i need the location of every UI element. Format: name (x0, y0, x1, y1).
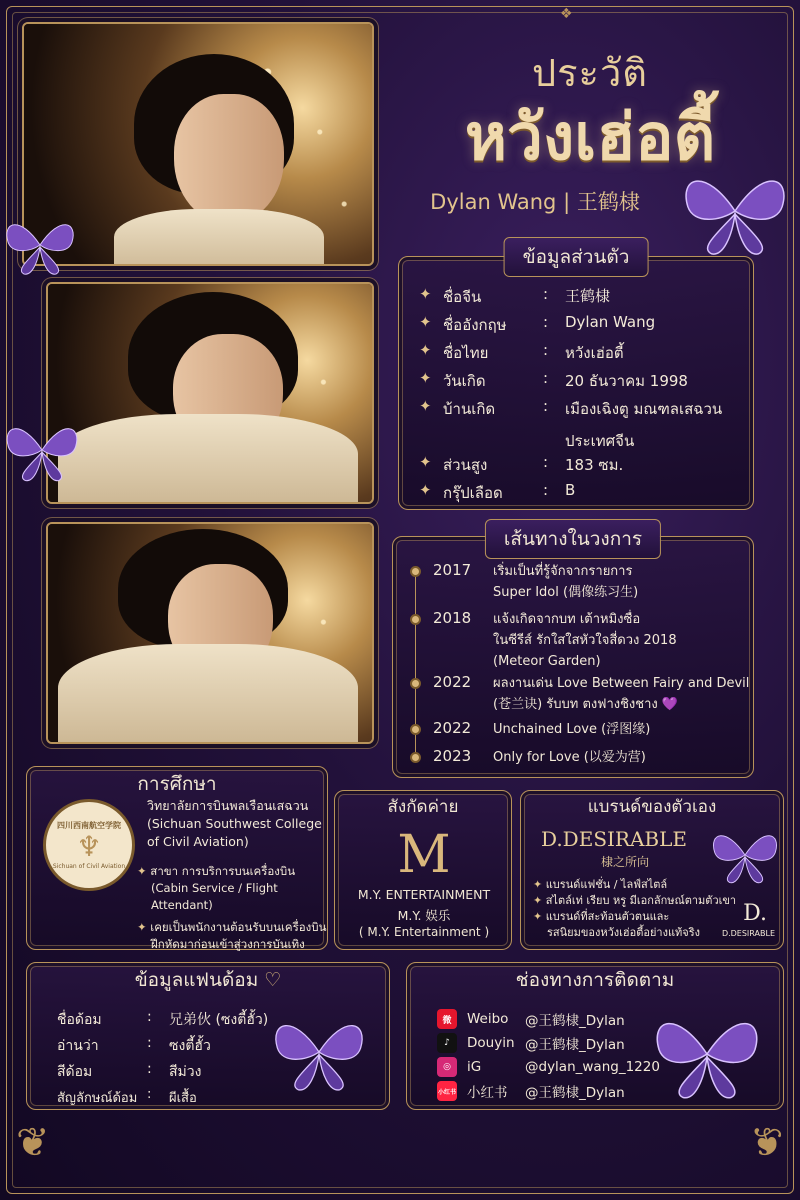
fandom-row: สัญลักษณ์ด้อม : ผีเสื้อ (57, 1087, 197, 1106)
info-row: ✦ ชื่อไทย : หวังเฮ่อตี้ (419, 341, 624, 365)
agency-panel (334, 790, 512, 950)
career-title: เส้นทางในวงการ (485, 519, 661, 559)
timeline-year: 2018 (433, 609, 472, 627)
info-value: เมืองเฉิงตู มณฑลเสฉวน ประเทศจีน (565, 400, 723, 450)
sparkle-icon: ✦ (533, 894, 546, 907)
info-value: Dylan Wang (565, 313, 656, 331)
info-value: 183 ซม. (565, 456, 624, 474)
agency-name-en: M.Y. ENTERTAINMENT (357, 887, 491, 902)
agency-logo: M (397, 825, 451, 885)
info-value: หวังเฮ่อตี้ (565, 344, 624, 362)
timeline-text: เริ่มเป็นที่รู้จักจากรายการ Super Idol (偶像练习生) (493, 564, 639, 600)
info-label: วันเกิด (443, 372, 486, 390)
college-name-en: of Civil Aviation) (147, 834, 249, 849)
fandom-row: สีด้อม : สีม่วง (57, 1061, 202, 1080)
info-label: ส่วนสูง (443, 456, 488, 474)
timeline-text: ผลงานเด่น Love Between Fairy and Devil (苍兰诀) รับบท ตงฟางชิงชาง 💜 (493, 676, 750, 712)
photo-2 (46, 282, 374, 504)
education-title: การศึกษา (137, 773, 217, 795)
info-row: ✦ ชื่ออังกฤษ : Dylan Wang (419, 313, 655, 337)
xiaohongshu-icon: 小红书 (437, 1081, 457, 1101)
college-logo: 四川西南航空学院 ♆ Sichuan of Civil Aviation (43, 799, 135, 891)
weibo-icon: 微 (437, 1009, 457, 1029)
timeline-year: 2022 (433, 719, 472, 737)
sparkle-icon: ✦ (137, 864, 151, 878)
brand-name: D.DESIRABLE (541, 827, 687, 851)
douyin-icon: ♪ (437, 1033, 457, 1053)
social-handle[interactable]: @王鹤棣_Dylan (525, 1037, 625, 1053)
social-handle[interactable]: @dylan_wang_1220 (525, 1059, 660, 1075)
corner-ornament-icon: ❦ (750, 1120, 784, 1166)
info-row: ✦ วันเกิด : 20 ธันวาคม 1998 (419, 369, 688, 393)
career-panel (392, 528, 754, 778)
sparkle-icon: ✦ (419, 341, 432, 359)
fandom-panel (26, 962, 390, 1110)
top-ornament-icon: ❖ (560, 6, 573, 22)
social-handle[interactable]: @王鹤棣_Dylan (525, 1013, 625, 1029)
info-value: 20 ธันวาคม 1998 (565, 372, 688, 390)
info-label: ชื่อจีน (443, 288, 482, 306)
page-subtitle: Dylan Wang | 王鹤棣 (430, 190, 640, 214)
info-value: B (565, 481, 576, 499)
heart-icon: ♡ (264, 969, 282, 991)
fandom-title: ข้อมูลแฟนด้อม ♡ (134, 969, 282, 991)
social-handle[interactable]: @王鹤棣_Dylan (525, 1085, 625, 1101)
brand-title: แบรนด์ของตัวเอง (587, 797, 717, 817)
social-row-xiaohongshu[interactable]: 小红书 小红书 @王鹤棣_Dylan (437, 1081, 625, 1101)
sparkle-icon: ✦ (419, 285, 432, 303)
instagram-icon: ◎ (437, 1057, 457, 1077)
education-panel: การศึกษา 四川西南航空学院 ♆ Sichuan of Civil Aviation วิทยาลัยการบินพลเรือนเสฉวน (Sichuan Southwest College of Civil Aviation) ✦ สาขา การบริการบนเครื่องบิน (Cabin Service / Flight Attendant) ✦ เคยเป็นพนักงานต้อนรับบนเครื่องบิน ฝึกหัดมาก่อนเข้าสู่วงการบันเทิง (26, 766, 328, 950)
butterfly-decoration (0, 410, 84, 490)
butterfly-decoration (0, 210, 80, 280)
social-row-douyin[interactable]: ♪ Douyin @王鹤棣_Dylan (437, 1033, 625, 1053)
sparkle-icon: ✦ (137, 920, 151, 934)
brand-logo-mark: D. (743, 901, 767, 926)
sparkle-icon: ✦ (419, 369, 432, 387)
brand-name-cn: 棣之所向 (601, 855, 650, 869)
social-panel (406, 962, 784, 1110)
social-title: ช่องทางการติดตาม (515, 969, 675, 991)
info-row: ✦ ส่วนสูง : 183 ซม. (419, 453, 623, 477)
page-title-prefix: ประวัติ (532, 51, 648, 95)
sparkle-icon: ✦ (419, 397, 432, 415)
info-label: ชื่ออังกฤษ (443, 316, 507, 334)
timeline-dot (410, 566, 421, 577)
timeline-year: 2022 (433, 673, 472, 691)
fandom-row: อ่านว่า : ซงตี้ฮั้ว (57, 1035, 211, 1054)
info-row: ✦ กรุ๊ปเลือด : B (419, 481, 575, 505)
fandom-row: ชื่อด้อม : 兄弟伙 (ซงตี้ฮั้ว) (57, 1009, 269, 1028)
timeline-text: Unchained Love (浮图缘) (493, 722, 651, 737)
info-label: บ้านเกิด (443, 400, 496, 418)
agency-name-paren: ( M.Y. Entertainment ) (358, 925, 490, 939)
sparkle-icon: ✦ (419, 453, 432, 471)
info-label: ชื่อไทย (443, 344, 489, 362)
corner-ornament-icon: ❦ (16, 1120, 50, 1166)
info-row: ✦ บ้านเกิด : เมืองเฉิงตู มณฑลเสฉวน ประเทศจีน (419, 397, 722, 453)
sparkle-icon: ✦ (533, 878, 546, 891)
sparkle-icon: ✦ (533, 910, 546, 923)
timeline-year: 2023 (433, 747, 472, 765)
butterfly-decoration (647, 999, 767, 1109)
timeline-dot (410, 752, 421, 763)
college-name-en: (Sichuan Southwest College (147, 816, 322, 831)
info-value: 王鹤棣 (565, 287, 611, 305)
agency-title: สังกัดค่าย (387, 797, 459, 817)
personal-info-title: ข้อมูลส่วนตัว (504, 237, 649, 277)
butterfly-decoration (267, 1003, 371, 1101)
sparkle-icon: ✦ (419, 481, 432, 499)
timeline-text: แจ้งเกิดจากบท เต้าหมิงซื่อ ในซีรีส์ รักใสใสหัวใจสี่ดวง 2018 (Meteor Garden) (493, 612, 677, 669)
timeline-dot (410, 614, 421, 625)
personal-info-panel (398, 246, 754, 510)
brand-panel: แบรนด์ของตัวเอง D.DESIRABLE 棣之所向 ✦ แบรนด์แฟชั่น / ไลฟ์สไตล์ ✦ สไตล์เท่ เรียบ หรู มีเอกลักษณ์ตามตัวเขา ✦ แบรนด์ที่สะท้อนตัวตนและ รสนิยมของหวังเฮ่อตี้อย่างแท้จริง D. D.DESIRABLE (520, 790, 784, 950)
brand-logo-word: D.DESIRABLE (721, 929, 775, 938)
photo-3 (46, 522, 374, 744)
info-row: ✦ ชื่อจีน : 王鹤棣 (419, 285, 610, 309)
timeline-text: Only for Love (以爱为营) (493, 750, 646, 765)
social-row-weibo[interactable]: 微 Weibo @王鹤棣_Dylan (437, 1009, 625, 1029)
timeline-year: 2017 (433, 561, 472, 579)
sparkle-icon: ✦ (419, 313, 432, 331)
social-row-instagram[interactable]: ◎ iG @dylan_wang_1220 (437, 1057, 660, 1077)
page-title: หวังเฮ่อตี้ (464, 100, 716, 175)
agency-name-cn: M.Y. 娱乐 (397, 908, 451, 923)
college-name-thai: วิทยาลัยการบินพลเรือนเสฉวน (147, 798, 309, 813)
timeline-dot (410, 678, 421, 689)
wings-icon: ♆ (76, 830, 102, 863)
butterfly-decoration (707, 821, 783, 889)
info-label: กรุ๊ปเลือด (443, 484, 503, 502)
timeline-dot (410, 724, 421, 735)
